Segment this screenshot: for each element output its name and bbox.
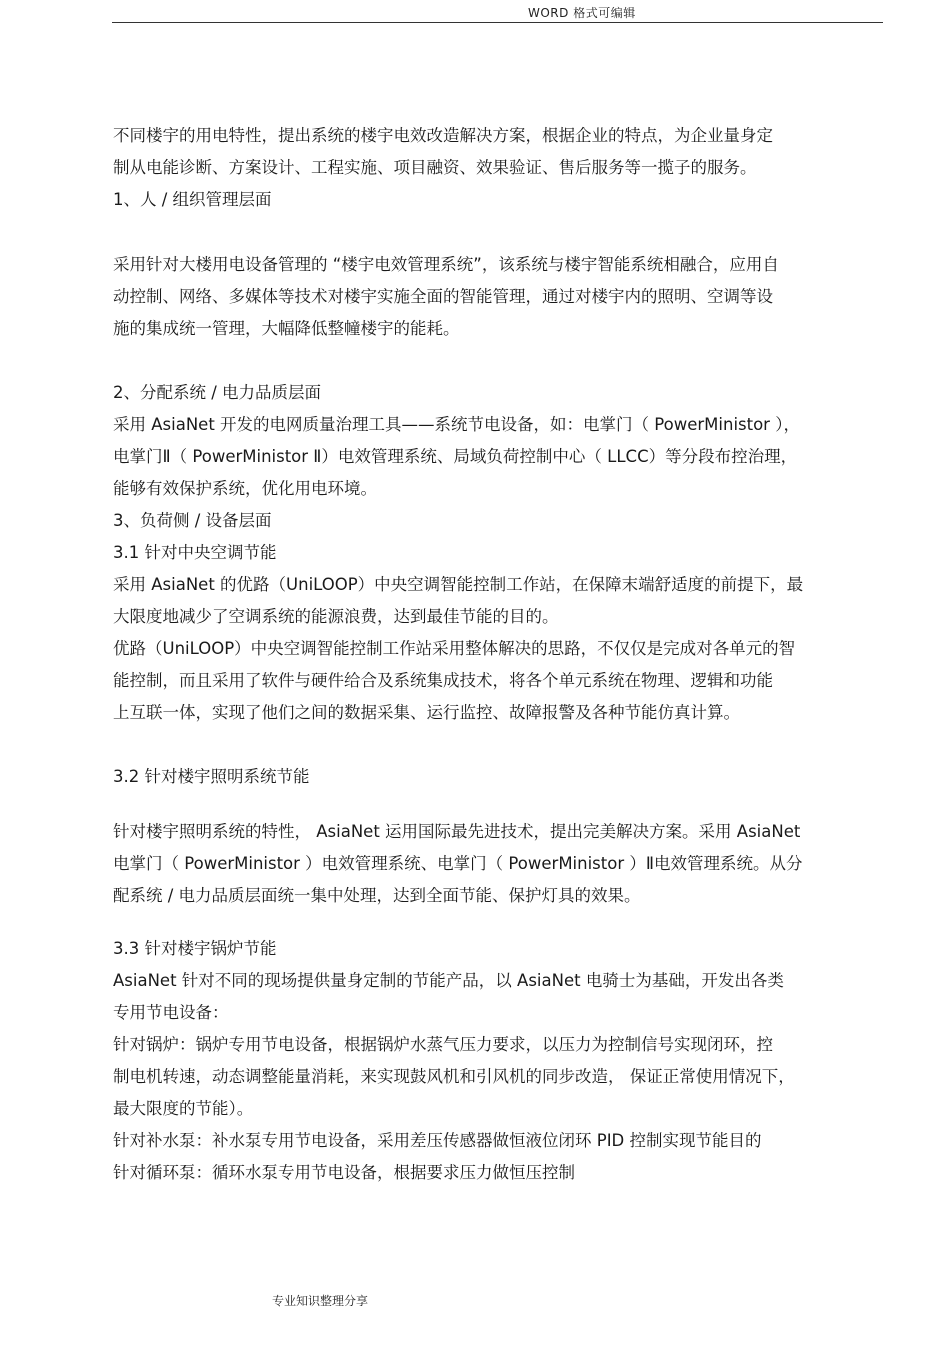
page-header: WORD 格式可编辑 xyxy=(528,6,636,20)
subsection-heading: 3.2 针对楼宇照明系统节能 xyxy=(113,767,310,786)
body-line: 专用节电设备： xyxy=(113,1003,229,1022)
body-line: 大限度地减少了空调系统的能源浪费，达到最佳节能的目的。 xyxy=(113,607,559,626)
body-line: 优路（UniLOOP）中央空调智能控制工作站采用整体解决的思路，不仅仅是完成对各单元的智 xyxy=(113,639,796,658)
subsection-heading: 3.3 针对楼宇锅炉节能 xyxy=(113,939,277,958)
body-line: 电掌门Ⅱ（ PowerMinistor Ⅱ）电效管理系统、局域负荷控制中心（ LLCC）等分段布控治理， xyxy=(113,447,798,466)
body-line: 采用 AsiaNet 开发的电网质量治理工具——系统节电设备，如：电掌门（ PowerMinistor ）， xyxy=(113,415,800,434)
body-line: 针对补水泵：补水泵专用节电设备，采用差压传感器做恒液位闭环 PID 控制实现节能目的 xyxy=(113,1131,762,1150)
body-line: 动控制、网络、多媒体等技术对楼宇实施全面的智能管理，通过对楼宇内的照明、空调等设 xyxy=(113,287,773,306)
body-line: 采用针对大楼用电设备管理的 “楼宇电效管理系统”，该系统与楼宇智能系统相融合，应用自 xyxy=(113,255,779,274)
body-line: 施的集成统一管理，大幅降低整幢楼宇的能耗。 xyxy=(113,319,460,338)
body-line: 针对楼宇照明系统的特性， AsiaNet 运用国际最先进技术，提出完美解决方案。采用 AsiaNet xyxy=(113,822,801,841)
header-divider xyxy=(112,22,883,23)
body-line: 电掌门（ PowerMinistor ）电效管理系统、电掌门（ PowerMinistor ）Ⅱ电效管理系统。从分 xyxy=(113,854,803,873)
section-heading: 3、负荷侧 / 设备层面 xyxy=(113,511,272,530)
body-line: 能控制，而且采用了软件与硬件给合及系统集成技术，将各个单元系统在物理、逻辑和功能 xyxy=(113,671,773,690)
body-line: 不同楼宇的用电特性，提出系统的楼宇电效改造解决方案，根据企业的特点，为企业量身定 xyxy=(113,126,773,145)
body-line: 制电机转速，动态调整能量消耗，来实现鼓风机和引风机的同步改造， 保证正常使用情况下， xyxy=(113,1067,795,1086)
page-footer: 专业知识整理分享 xyxy=(272,1294,369,1308)
body-line: 配系统 / 电力品质层面统一集中处理，达到全面节能、保护灯具的效果。 xyxy=(113,886,641,905)
subsection-heading: 3.1 针对中央空调节能 xyxy=(113,543,277,562)
body-line: 上互联一体，实现了他们之间的数据采集、运行监控、故障报警及各种节能仿真计算。 xyxy=(113,703,740,722)
body-line: 针对锅炉：锅炉专用节电设备，根据锅炉水蒸气压力要求，以压力为控制信号实现闭环，控 xyxy=(113,1035,773,1054)
body-line: 能够有效保护系统，优化用电环境。 xyxy=(113,479,377,498)
body-line: 制从电能诊断、方案设计、工程实施、项目融资、效果验证、售后服务等一揽子的服务。 xyxy=(113,158,757,177)
body-line: 针对循环泵：循环水泵专用节电设备，根据要求压力做恒压控制 xyxy=(113,1163,575,1182)
section-heading: 2、分配系统 / 电力品质层面 xyxy=(113,383,322,402)
body-line: AsiaNet 针对不同的现场提供量身定制的节能产品，以 AsiaNet 电骑士为基础，开发出各类 xyxy=(113,971,784,990)
body-line: 最大限度的节能）。 xyxy=(113,1099,254,1118)
body-line: 采用 AsiaNet 的优路（UniLOOP）中央空调智能控制工作站，在保障末端舒适度的前提下，最 xyxy=(113,575,804,594)
section-heading: 1、人 / 组织管理层面 xyxy=(113,190,272,209)
